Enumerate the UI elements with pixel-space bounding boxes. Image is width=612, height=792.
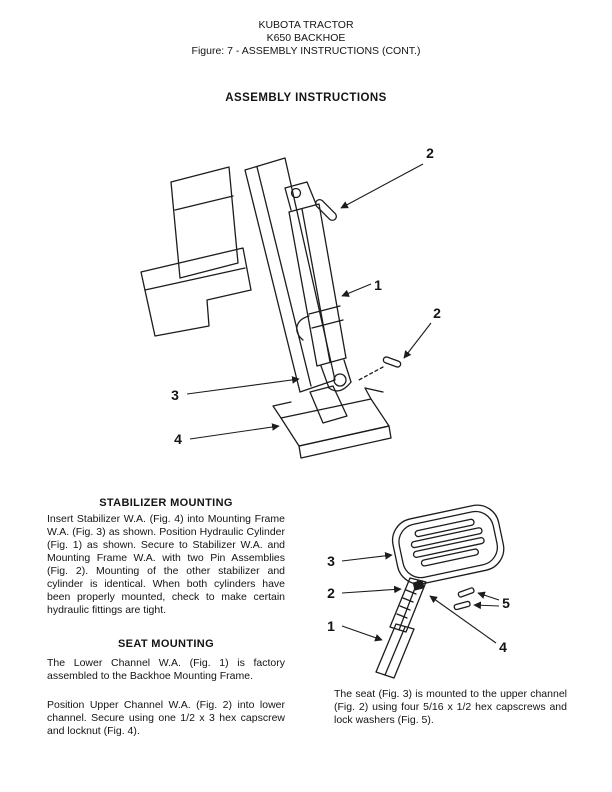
seat-caption: The seat (Fig. 3) is mounted to the upper channel (Fig. 2) using four 5/16 x 1/2 hex capscrews and lock washers (Fig. 5). xyxy=(334,688,567,726)
hydraulic-cylinder-art xyxy=(285,182,351,391)
doc-header xyxy=(0,19,612,58)
callout-4: 4 xyxy=(174,431,182,447)
stabilizer-callouts xyxy=(171,145,441,447)
page-title: ASSEMBLY INSTRUCTIONS xyxy=(225,92,387,104)
stabilizer-heading: STABILIZER MOUNTING xyxy=(99,497,233,509)
callout-1: 1 xyxy=(374,277,382,293)
backhoe-frame-art xyxy=(141,158,335,392)
seat-art xyxy=(388,501,507,588)
seat-drawing xyxy=(306,482,541,692)
doc-header-line2: K650 BACKHOE xyxy=(266,32,346,44)
doc-header-line3: Figure: 7 - ASSEMBLY INSTRUCTIONS (CONT.) xyxy=(191,45,421,57)
seat-paragraph-1: The Lower Channel W.A. (Fig. 1) is factory assembled to the Backhoe Mounting Frame. xyxy=(47,657,285,682)
seat-paragraph-2: Position Upper Channel W.A. (Fig. 2) into lower channel. Secure using one 1/2 x 3 hex capscrew and locknut (Fig. 4). xyxy=(47,699,285,737)
stabilizer-drawing xyxy=(95,120,515,460)
seat-callout-5: 5 xyxy=(502,595,510,611)
seat-callout-1: 1 xyxy=(327,618,335,634)
seat-callout-3: 3 xyxy=(327,553,335,569)
doc-header-line1: KUBOTA TRACTOR xyxy=(258,19,354,31)
callout-2-lower: 2 xyxy=(433,305,441,321)
seat-channel-art xyxy=(376,578,475,678)
seat-heading: SEAT MOUNTING xyxy=(117,638,214,650)
seat-callouts xyxy=(327,553,510,655)
callout-3: 3 xyxy=(171,387,179,403)
callout-2-top: 2 xyxy=(426,145,434,161)
stabilizer-paragraph: Insert Stabilizer W.A. (Fig. 4) into Mounting Frame W.A. (Fig. 3) as shown. Position Hydraulic Cylinder (Fig. 1) as shown. Secure to Stabilizer W.A. and Mounting Frame W.A. with two Pin Assemblies (Fig. 2). Mounting of the other stabilizer and cylinder is identical. When both cylinders have been properly mounted, check to make certain hydraulic fittings are tight. xyxy=(47,513,285,616)
seat-callout-2: 2 xyxy=(327,585,335,601)
stabilizer-figure xyxy=(95,120,515,460)
seat-figure xyxy=(306,482,541,692)
seat-callout-4: 4 xyxy=(499,639,507,655)
stabilizer-pad-art xyxy=(273,386,391,458)
